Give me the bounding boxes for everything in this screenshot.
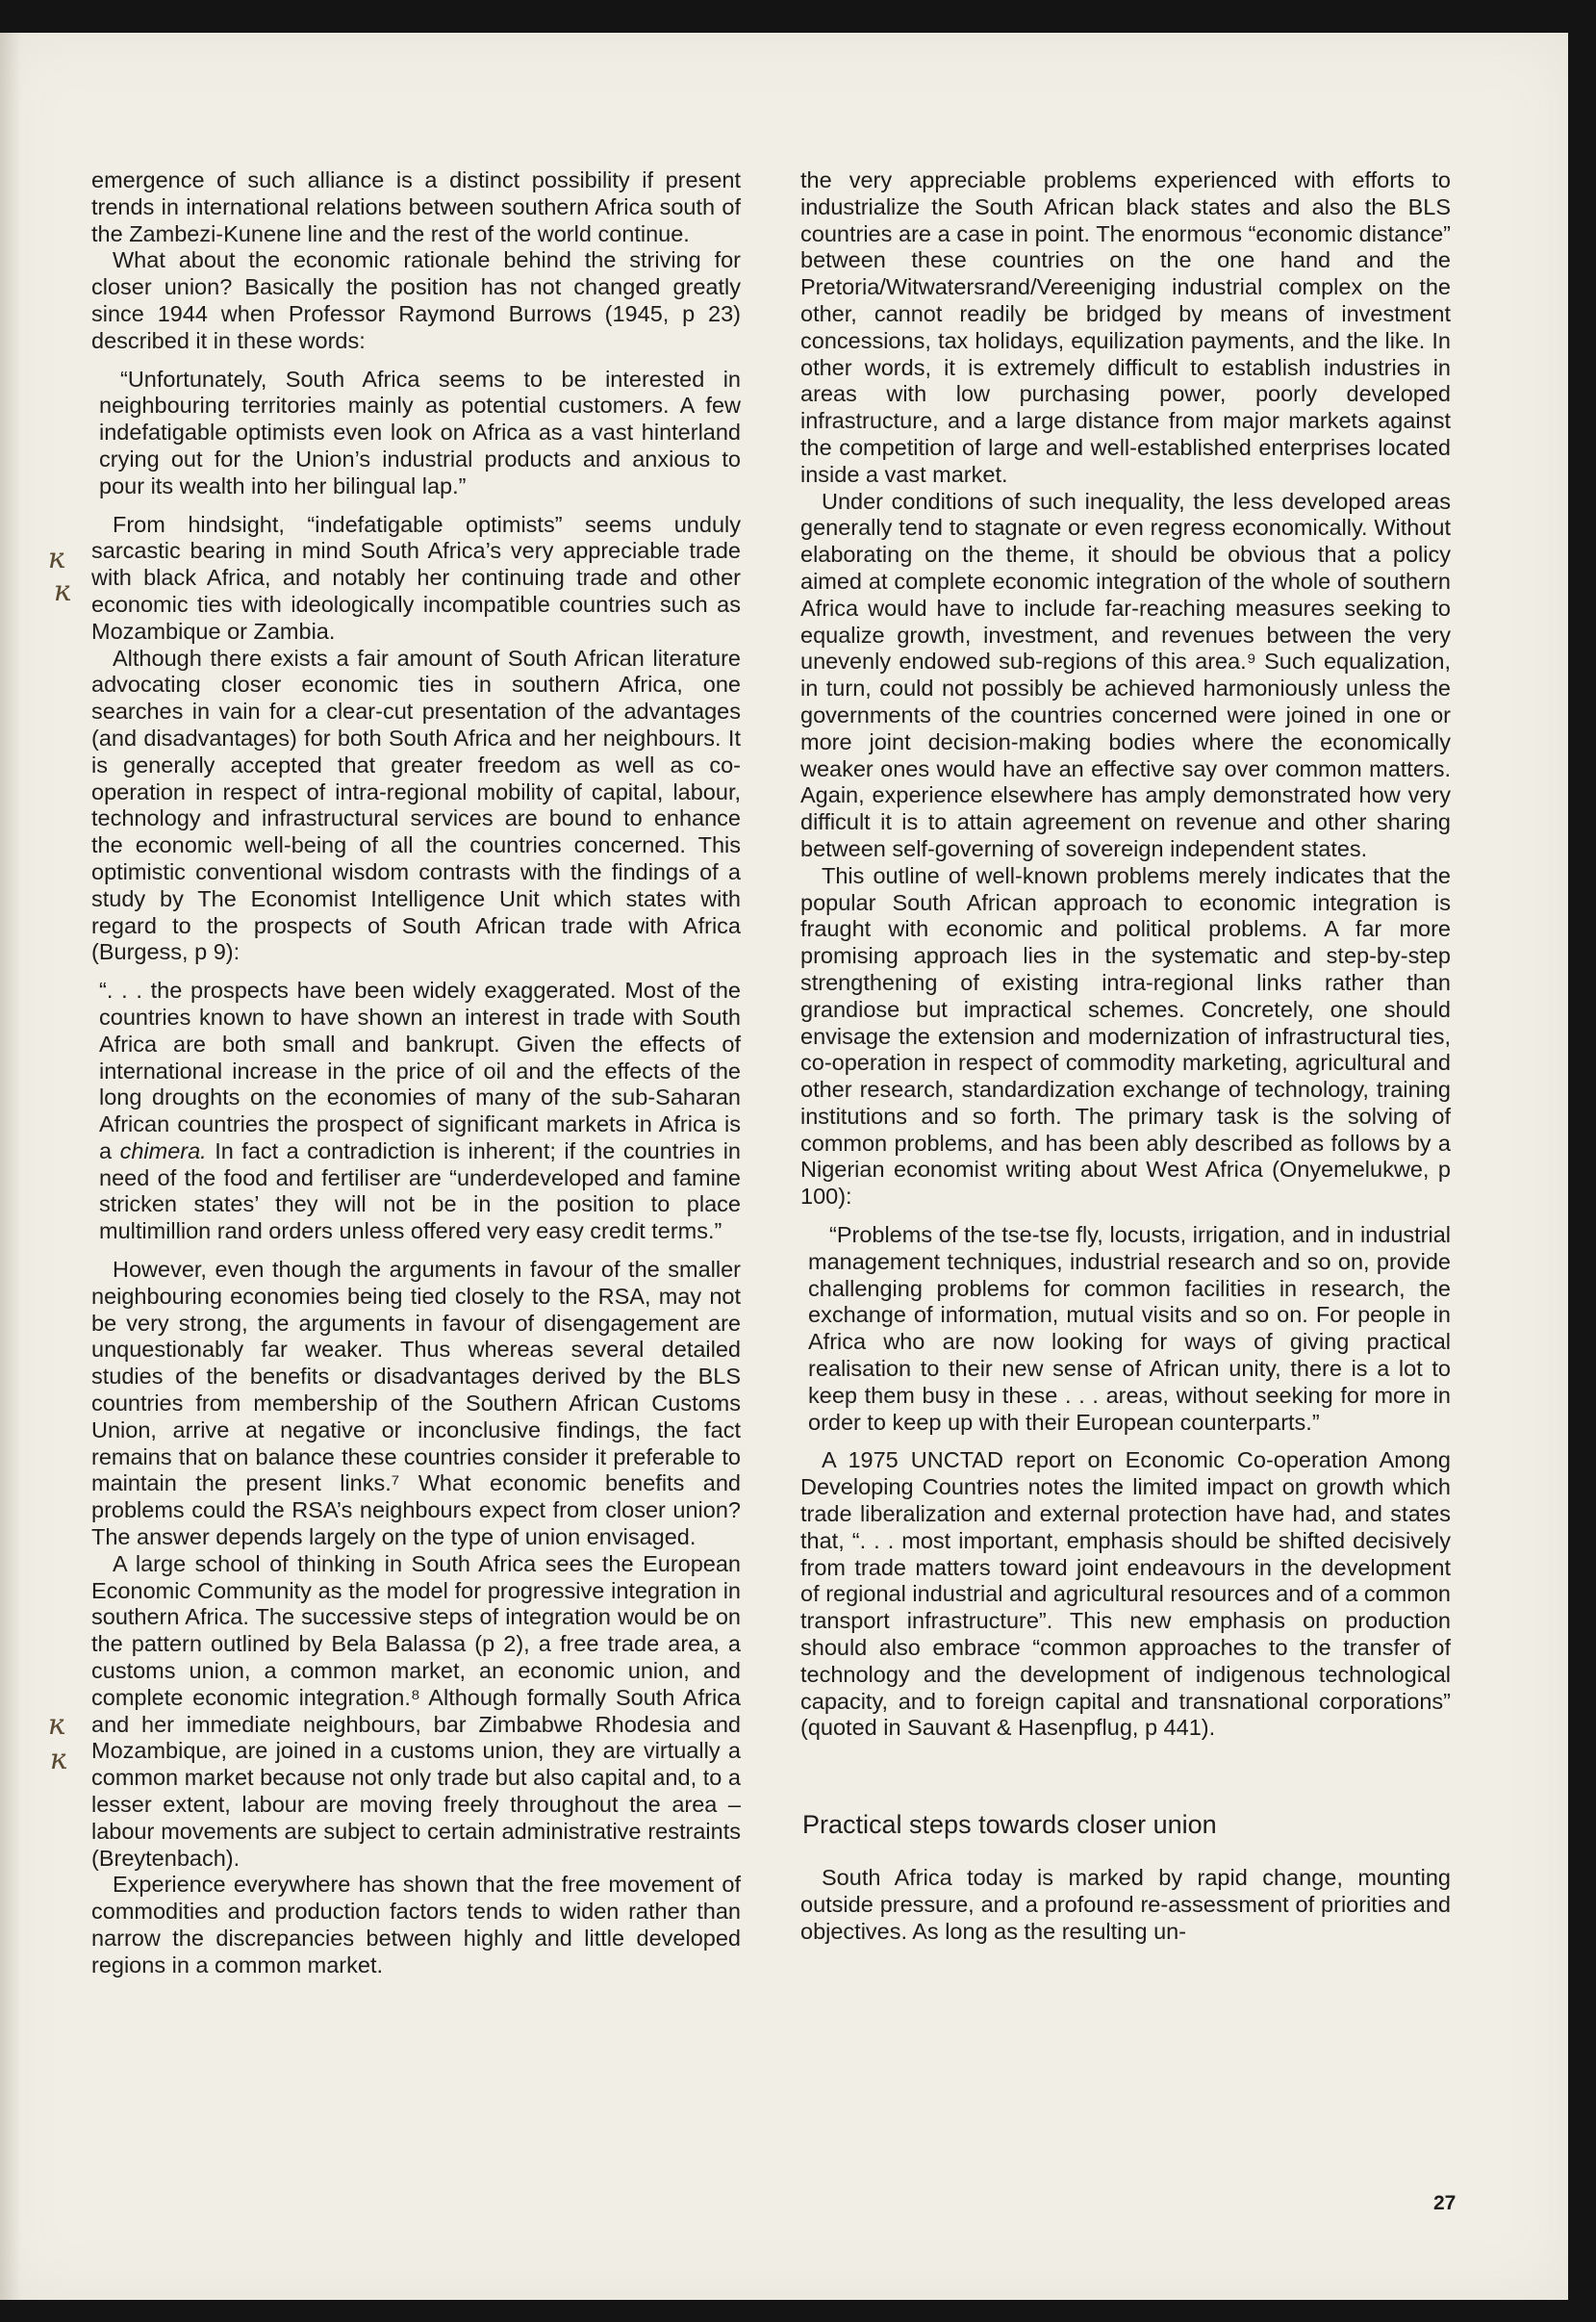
paragraph: Experience everywhere has shown that the free movement of commodities and production factors tends to widen rather than narrow the discrepancies between highly and little developed regions in a common market. [91,1872,741,1978]
paragraph: the very appreciable problems experienced with efforts to industrialize the South African black states and also the BLS countries are a case in point. The enormous “economic distance” between these countries on the one hand and the Pretoria/Witwatersrand/Vereeniging industrial complex on the other, cannot readily be bridged by means of investment concessions, tax holidays, equilization payments, and the like. In other words, it is extremely difficult to establish industries in areas with low purchasing power, poorly developed infrastructure, and a large distance from major markets against the competition of large and well-established enterprises located inside a vast market. [800,167,1451,487]
margin-mark: ĸ [48,542,66,575]
page-number: 27 [1433,2192,1457,2214]
margin-mark: ĸ [54,574,72,608]
block-quote: “Problems of the tse-tse fly, locusts, irrigation, and in industrial management techniques, industrial research and so on, provide challenging problems for common facilities in research, the exchange of information, mutual visits and so on. For people in Africa who are now looking for ways of giving practical realisation to their new sense of African unity, there is a lot to keep them busy in these . . . areas, without seeking for more in order to keep up with their European counterparts.” [808,1222,1451,1435]
margin-mark: ĸ [50,1743,68,1776]
binding-shadow [0,33,21,2300]
paragraph: Although there exists a fair amount of South African literature advocating closer economic ties in southern Africa, one searches in vain for a clear-cut presentation of the advantages (and disadvantages) for both South Africa and her neighbours. It is generally accepted that greater freedom as well as co-operation in respect of intra-regional mobility of capital, labour, technology and infrastructural services are bound to enhance the economic well-being of all the countries concerned. This optimistic conventional wisdom contrasts with the findings of a study by The Economist Intelligence Unit which states with regard to the prospects of South African trade with Africa (Burgess, p 9): [91,645,741,965]
paragraph: This outline of well-known problems merely indicates that the popular South African approach to economic integration is fraught with economic and political problems. A far more promising approach lies in the systematic and step-by-step strengthening of existing intra-regional links rather than grandiose but impractical schemes. Concretely, one should envisage the extension and modernization of infrastructural ties, co-operation in respect of commodity marketing, agricultural and other research, standardization exchange of technology, training institutions and so forth. The primary task is the solving of common problems, and has been ably described as follows by a Nigerian economist writing about West Africa (Onyemelukwe, p 100): [800,862,1451,1210]
quote-text: In fact a contradiction is inherent; if the countries in need of the food and fertiliser are “underdeveloped and famine stricken states’ they will not be in the position to place multimillion rand orders unless offered very easy credit terms.” [99,1137,741,1244]
margin-mark: ĸ [48,1708,66,1742]
paragraph: Under conditions of such inequality, the less developed areas generally tend to stagnate or even regress economically. Without elaborating on the theme, it should be obvious that a policy aimed at complete economic integration of the whole of southern Africa would have to include far-reaching measures seeking to equalize growth, investment, and revenues between the very unevenly endowed sub-regions of this area.⁹ Such equalization, in turn, could not possibly be achieved harmoniously unless the governments of the countries concerned were joined in one or more joint decision-making bodies where the economically weaker ones would have an effective say over common matters. Again, experience elsewhere has amply demonstrated how very difficult it is to attain agreement on revenue and other sharing between self-governing of sovereign independent states. [800,488,1451,861]
paragraph: A 1975 UNCTAD report on Economic Co-operation Among Developing Countries notes the limited impact on growth which trade liberalization and external protection have had, and states that, “. . . most important, emphasis should be shifted decisively from trade matters toward joint endeavours in the development of regional industrial and agricultural resources and of a common transport infrastructure”. This new emphasis on production should also embrace “common approaches to the transfer of technology and the development of indigenous technological capacity, and to foreign capital and transnational corporations” (quoted in Sauvant & Hasenpflug, p 441). [800,1447,1451,1741]
section-heading: Practical steps towards closer union [802,1810,1217,1840]
right-column [800,167,1451,1946]
quote-text: “. . . the prospects have been widely exaggerated. Most of the countries known to have shown an interest in trade with South Africa are both small and bankrupt. Given the effects of international increase in the price of oil and the effects of the long droughts on the economies of many of the sub-Saharan African countries the prospect of significant markets in Africa is a [99,978,741,1163]
paragraph: emergence of such alliance is a distinct possibility if present trends in international relations between southern Africa south of the Zambezi-Kunene line and the rest of the world continue. [91,167,741,246]
quote-emphasis: chimera. [119,1137,207,1163]
block-quote [99,978,741,1245]
left-column [91,167,741,1979]
document-page [0,33,1568,2300]
paragraph: From hindsight, “indefatigable optimists” seems unduly sarcastic bearing in mind South Africa’s very appreciable trade with black Africa, and notably her continuing trade and other economic ties with ideologically incompatible countries such as Mozambique or Zambia. [91,511,741,644]
paragraph: What about the economic rationale behind the striving for closer union? Basically the position has not changed greatly since 1944 when Professor Raymond Burrows (1945, p 23) described it in these words: [91,247,741,353]
paragraph: A large school of thinking in South Africa sees the European Economic Community as the model for progressive integration in southern Africa. The successive steps of integration would be on the pattern outlined by Bela Balassa (p 2), a free trade area, a customs union, a common market, an economic union, and complete economic integration.⁸ Although formally South Africa and her immediate neighbours, bar Zimbabwe Rhodesia and Mozambique, are joined in a customs union, they are virtually a common market because not only trade but also capital and, to a lesser extent, labour are moving freely throughout the area – labour movements are subject to certain administrative restraints (Breytenbach). [91,1550,741,1871]
block-quote: “Unfortunately, South Africa seems to be interested in neighbouring territories mainly as potential customers. A few indefatigable optimists even look on Africa as a vast hinterland crying out for the Union’s industrial products and anxious to pour its wealth into her bilingual lap.” [99,366,741,498]
paragraph: South Africa today is marked by rapid change, mounting outside pressure, and a profound re-assessment of priorities and objectives. As long as the resulting un- [800,1865,1451,1944]
paragraph: However, even though the arguments in favour of the smaller neighbouring economies being tied closely to the RSA, may not be very strong, the arguments in favour of disengagement are unquestionably far weaker. Thus whereas several detailed studies of the benefits or disadvantages derived by the BLS countries from membership of the Southern African Customs Union, arrive at negative or inconclusive findings, the fact remains that on balance these countries consider it preferable to maintain the present links.⁷ What economic benefits and problems could the RSA’s neighbours expect from closer union? The answer depends largely on the type of union envisaged. [91,1257,741,1550]
